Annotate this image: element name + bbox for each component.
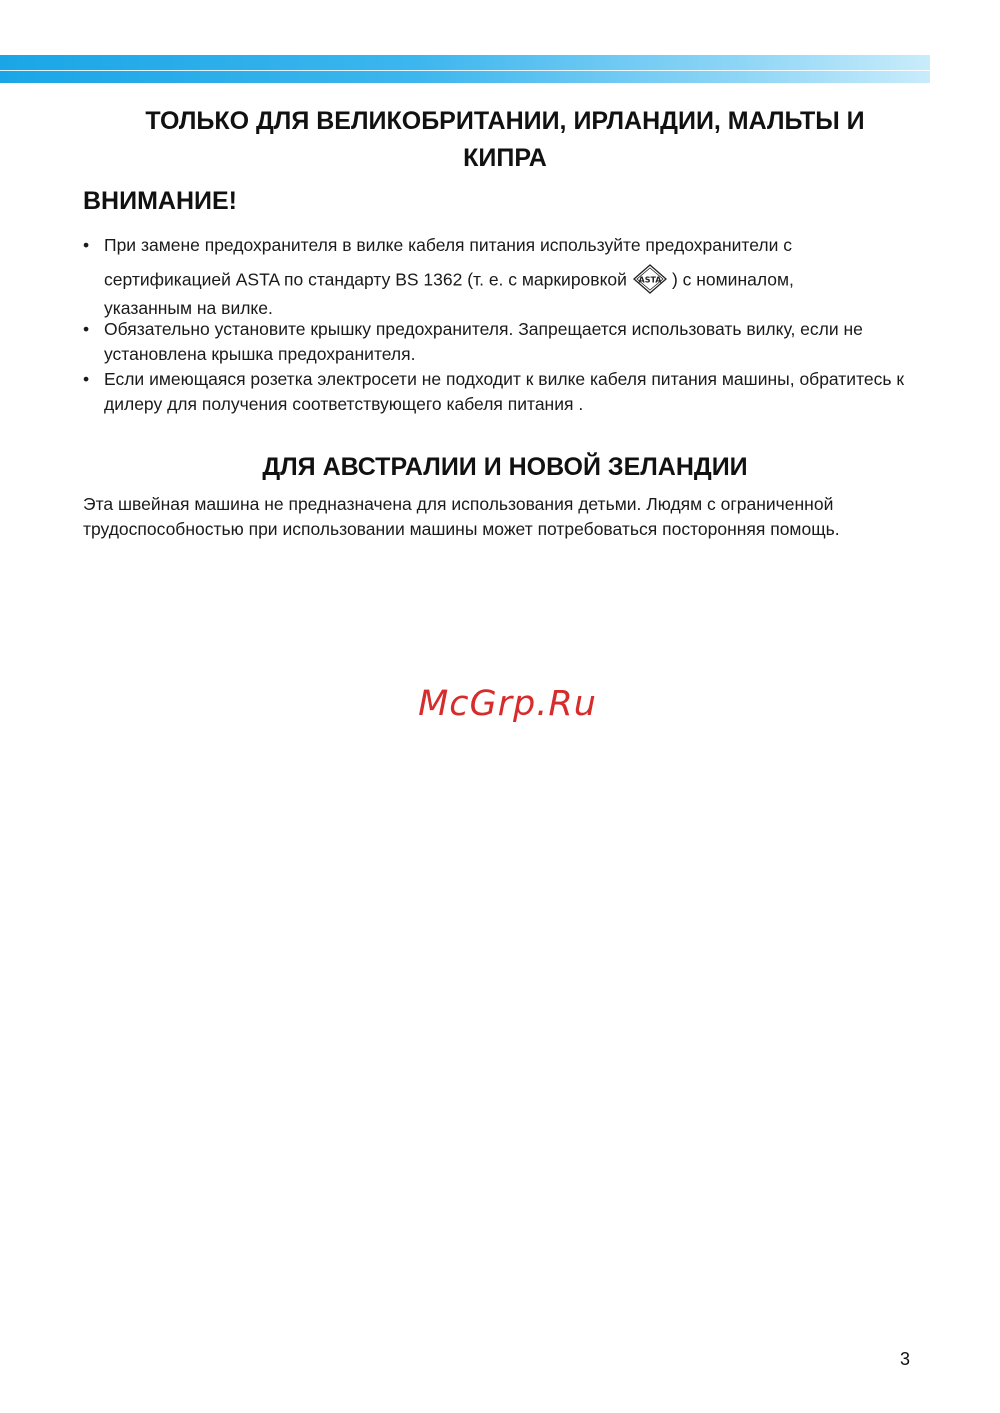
- list-item: [83, 233, 943, 321]
- warning-item1-line3: указанным на вилке.: [104, 298, 273, 318]
- bullet: •: [83, 235, 90, 255]
- australia-heading: ДЛЯ АВСТРАЛИИ И НОВОЙ ЗЕЛАНДИИ: [262, 453, 748, 481]
- asta-mark-icon: [633, 264, 667, 294]
- page-title: [80, 103, 930, 177]
- header-color-band: [0, 55, 930, 83]
- warning-item2-text: Обязательно установите крышку предохранителя. Запрещается использовать вилку, если не установлена крышка предохранителя.: [104, 319, 863, 364]
- warning-item1-line1: При замене предохранителя в вилке кабеля питания используйте предохранители с: [104, 235, 792, 255]
- australia-paragraph: Эта швейная машина не предназначена для использования детьми. Людям с ограниченной трудоспособностью при использовании машины может потребоваться посторонняя помощь.: [83, 494, 840, 539]
- warning-list: [83, 233, 943, 417]
- page-number: 3: [900, 1349, 911, 1369]
- page-title-line2: КИПРА: [463, 144, 547, 172]
- warning-item1-line2: [104, 266, 943, 296]
- list-item: [83, 367, 943, 417]
- list-item: [83, 317, 943, 367]
- page-title-line1: ТОЛЬКО ДЛЯ ВЕЛИКОБРИТАНИИ, ИРЛАНДИИ, МАЛЬТЫ И: [145, 107, 865, 135]
- watermark-text: McGrp.Ru: [418, 684, 597, 724]
- warning-item1-text-a: сертификацией ASTA по стандарту BS 1362 (т. е. с маркировкой: [104, 269, 627, 290]
- bullet: •: [83, 369, 90, 389]
- asta-mark-label: ASTA: [638, 275, 662, 285]
- warning-item1-text-b: ) с номиналом,: [671, 269, 794, 290]
- warning-heading: ВНИМАНИЕ!: [83, 187, 237, 215]
- header-band-line: [0, 70, 930, 71]
- warning-item3-text: Если имеющаяся розетка электросети не подходит к вилке кабеля питания машины, обратитесь к дилеру для получения соответствующего кабеля питания .: [104, 369, 905, 414]
- bullet: •: [83, 319, 90, 339]
